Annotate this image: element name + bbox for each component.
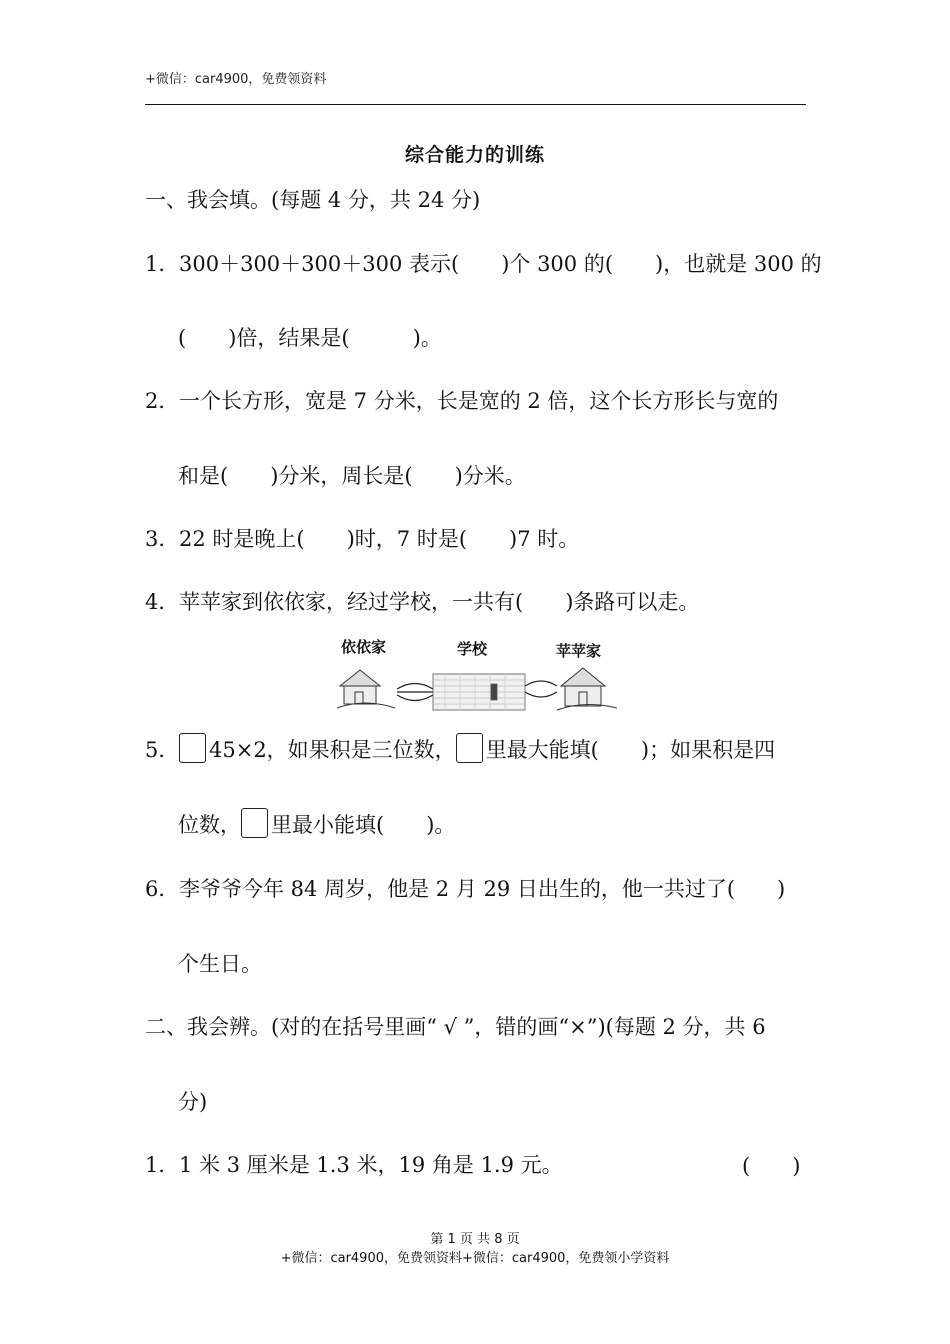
question-number: 3． [145,527,180,551]
school-icon [433,674,525,710]
section2-heading: 二、我会辨。(对的在括号里画“ √ ”，错的画“×”)(每题 2 分，共 6 [145,1015,766,1039]
question-6-continued: 个生日。 [178,952,262,976]
house-right-icon [557,668,617,710]
question-5 [145,733,775,765]
label-pingping-home: 苹苹家 [556,642,602,660]
question-text: 一个长方形，宽是 7 分米，长是宽的 2 倍，这个长方形长与宽的 [179,389,779,413]
question-text: 里最小能填( )。 [271,813,456,837]
question-text: 苹苹家到依依家，经过学校，一共有( )条路可以走。 [179,590,700,614]
page-title: 综合能力的训练 [404,144,545,166]
question-number: 1． [145,1153,180,1177]
header-divider [145,104,806,105]
route-drawing [335,634,620,714]
house-left-icon [337,670,395,708]
question-1 [145,249,822,279]
question-number: 5． [145,738,180,762]
question-text: 1 米 3 厘米是 1.3 米，19 角是 1.9 元。 [179,1153,563,1177]
answer-parentheses: ( ) [742,1154,801,1178]
question-2-continued: 和是( )分米，周长是( )分米。 [178,464,526,488]
label-school: 学校 [457,640,488,658]
page-number: 第 1 页 共 8 页 [430,1232,520,1247]
question-text: 李爷爷今年 84 周岁，他是 2 月 29 日出生的，他一共过了( ) [179,877,786,901]
question-text: 位数， [178,813,241,837]
question-5-continued [178,808,455,840]
roads-left [397,684,433,701]
question-text: 22 时是晚上( )时，7 时是( )7 时。 [179,527,580,551]
header-note: +微信：car4900，免费领资料 [145,72,327,87]
blank-box [179,733,206,763]
section1-heading: 一、我会填。(每题 4 分，共 24 分) [145,188,481,212]
question-3 [145,524,579,554]
question-text: 300＋300＋300＋300 表示( )个 300 的( )，也就是 300 的 [179,252,822,276]
roads-right [525,681,557,697]
question-number: 6． [145,877,180,901]
label-yiyi-home: 依依家 [341,638,387,656]
question-4 [145,587,699,617]
question-text: 45×2，如果积是三位数， [209,738,456,762]
question-number: 1． [145,252,180,276]
question-2 [145,386,778,416]
section2-heading-continued: 分) [178,1090,208,1114]
route-figure [335,634,620,714]
question-text: 里最大能填( )；如果积是四 [485,738,776,762]
blank-box [241,808,268,838]
question-number: 4． [145,590,180,614]
question-6 [145,874,785,904]
question-number: 2． [145,389,180,413]
judge-question-1 [145,1150,563,1180]
footer-note: +微信：car4900，免费领资料+微信：car4900，免费领小学资料 [280,1251,670,1266]
question-1-continued: ( )倍，结果是( )。 [178,326,442,350]
blank-box [456,733,483,763]
